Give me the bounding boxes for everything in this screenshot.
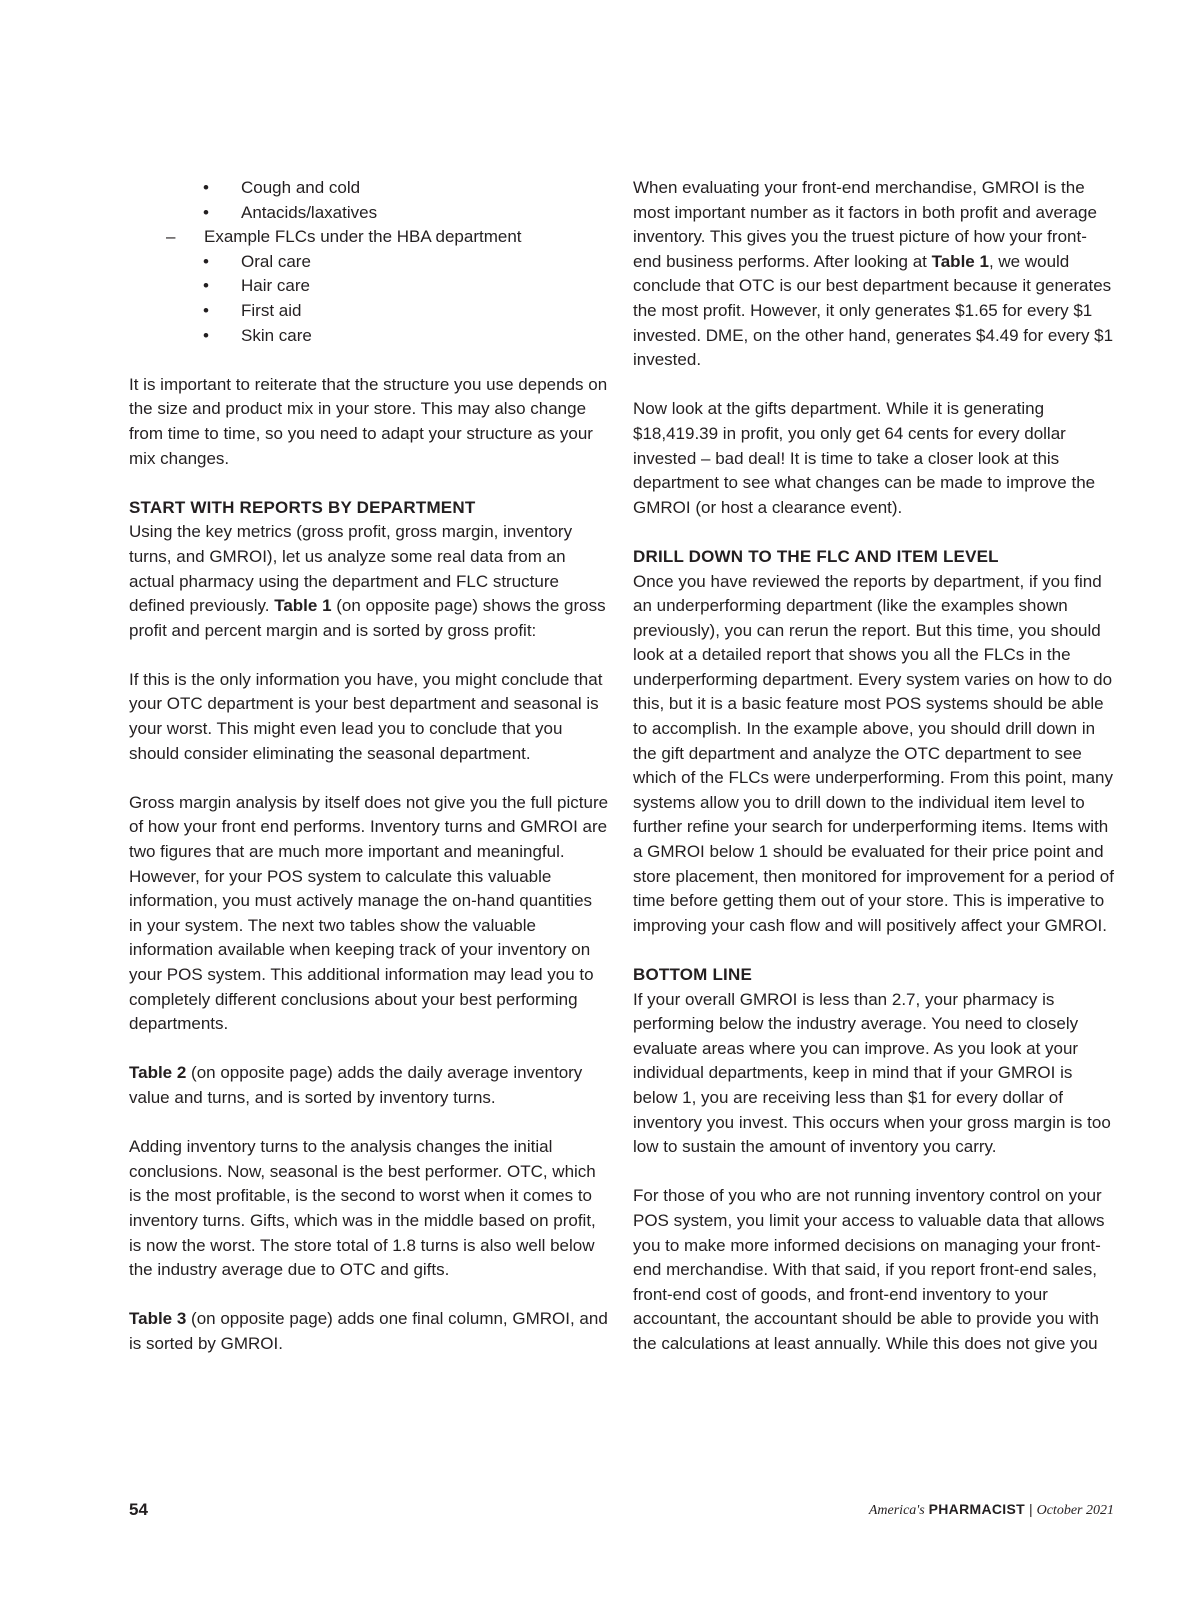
- paragraph-bottom-line: If your overall GMROI is less than 2.7, your pharmacy is performing below the industry average. You need to closely evaluate areas where you can improve. As you look at your individual departments, keep in mind that if your GMROI is below 1, you are receiving less than $1 for every dollar of inventory you invest. This occurs when your gross margin is too low to sustain the amount of inventory you carry.: [633, 989, 1111, 1157]
- table-reference: Table 2: [129, 1063, 187, 1083]
- left-column: [129, 176, 609, 1381]
- list-item-text: Antacids/laxatives: [241, 202, 378, 222]
- table-reference: Table 1: [274, 596, 332, 616]
- right-column: [633, 176, 1115, 1381]
- paragraph-table-3: [129, 1307, 609, 1356]
- masthead-brand: PHARMACIST: [928, 1501, 1025, 1517]
- bullet-mark: •: [203, 251, 209, 271]
- bullet-mark: •: [203, 300, 209, 320]
- bullet-mark: •: [203, 276, 209, 296]
- list-item: [129, 299, 609, 324]
- list-item-text: Example FLCs under the HBA department: [204, 227, 522, 247]
- paragraph-text: , we would conclude that OTC is our best department because it generates the most profit. However, it only generates $1.65 for every $1 invested. DME, on the other hand, generates $4.49 for every $1 invested.: [633, 251, 1114, 370]
- list-item-text: Cough and cold: [241, 178, 361, 197]
- paragraph-otc-conclusion: If this is the only information you have, you might conclude that your OTC department is your best department and seasonal is your worst. This might even lead you to conclude that you should consider eliminating the seasonal department.: [129, 669, 603, 763]
- list-item: [129, 176, 609, 201]
- masthead-prefix: America's: [868, 1503, 925, 1518]
- list-item-text: First aid: [241, 300, 302, 320]
- issue-date: October 2021: [1036, 1503, 1114, 1518]
- paragraph-table-2: [129, 1061, 609, 1110]
- paragraph-gross-margin: Gross margin analysis by itself does not give you the full picture of how your front end performs. Inventory turns and GMROI are two figures that are much more important and meaningful. However, for your POS system to calculate this valuable information, you must actively manage the on-hand quantities in your system. The next two tables show the valuable information available when keeping track of your inventory on your POS system. This additional information may lead you to completely different conclusions about your best performing departments.: [129, 792, 609, 1034]
- table-reference: Table 3: [129, 1309, 187, 1329]
- section-heading-reports: START WITH REPORTS BY DEPARTMENT: [129, 497, 476, 517]
- paragraph-gmroi-evaluation: [633, 176, 1115, 373]
- section-heading-drill-down: DRILL DOWN TO THE FLC AND ITEM LEVEL: [633, 546, 999, 566]
- list-item: [129, 274, 609, 299]
- paragraph-text: Using the key metrics (gross profit, gross margin, inventory turns, and GMROI), let us analyze some real data from an actual pharmacy using the department and FLC structure defined previously.: [129, 522, 573, 616]
- paragraph-text: (on opposite page) adds one final column, GMROI, and is sorted by GMROI.: [129, 1309, 608, 1353]
- paragraph-text: (on opposite page) shows the gross profit and percent margin and is sorted by gross profit:: [129, 596, 606, 640]
- page-number: 54: [129, 1500, 148, 1519]
- masthead-separator: |: [1028, 1501, 1033, 1517]
- list-item-text: Hair care: [241, 276, 310, 296]
- paragraph-key-metrics: [129, 520, 609, 643]
- bullet-mark: •: [203, 325, 209, 345]
- paragraph-drill-down: Once you have reviewed the reports by department, if you find an underperforming department (like the examples shown previously), you can rerun the report. But this time, you should look at a detailed report that shows you all the FLCs in the underperforming department. Every system varies on how to do this, but it is a basic feature most POS systems should be able to accomplish. In the example above, you should drill down in the gift department and analyze the OTC department to see which of the FLCs were underperforming. From this point, many systems allow you to drill down to the individual item level to further refine your search for underperforming items. Items with a GMROI below 1 should be evaluated for their price point and store placement, then monitored for improvement for a period of time before getting them out of your store. This is imperative to improving your cash flow and will positively affect your GMROI.: [633, 571, 1114, 935]
- publication-masthead: [869, 1501, 1114, 1519]
- paragraph-text: (on opposite page) adds the daily average inventory value and turns, and is sorted by inventory turns.: [129, 1063, 583, 1107]
- list-item-text: Skin care: [241, 325, 312, 345]
- paragraph-text: When evaluating your front-end merchandise, GMROI is the most important number as it factors in both profit and average inventory. This gives you the truest picture of how your front-end business performs. After looking at: [633, 178, 1097, 271]
- paragraph-inventory-control: For those of you who are not running inventory control on your POS system, you limit your access to valuable data that allows you to make more informed decisions on managing your front-end merchandise. With that said, if you report front-end sales, front-end cost of goods, and front-end inventory to your accountant, the accountant should be able to provide you with the calculations at least annually. While this does not give you: [633, 1186, 1105, 1353]
- paragraph-structure: It is important to reiterate that the structure you use depends on the size and product mix in your store. This may also change from time to time, so you need to adapt your structure as your mix changes.: [129, 374, 608, 468]
- bullet-mark: •: [203, 202, 209, 222]
- paragraph-inventory-turns: Adding inventory turns to the analysis changes the initial conclusions. Now, seasonal is the best performer. OTC, which is the most profitable, is the second to worst when it comes to inventory turns. Gifts, which was in the middle based on profit, is now the worst. The store total of 1.8 turns is also well below the industry average due to OTC and gifts.: [129, 1137, 596, 1280]
- flc-list: [129, 176, 609, 348]
- section-heading-bottom-line: BOTTOM LINE: [633, 965, 752, 984]
- list-item: [129, 225, 609, 250]
- paragraph-gifts: Now look at the gifts department. While it is generating $18,419.39 in profit, you only get 64 cents for every dollar invested – bad deal! It is time to take a closer look at this department to see what changes can be made to improve the GMROI (or host a clearance event).: [633, 399, 1096, 517]
- list-item: [129, 250, 609, 275]
- bullet-mark: •: [203, 178, 209, 197]
- list-item: [129, 324, 609, 349]
- list-item: [129, 201, 609, 226]
- dash-mark: –: [166, 227, 176, 247]
- table-reference: Table 1: [931, 251, 989, 271]
- list-item-text: Oral care: [241, 251, 311, 271]
